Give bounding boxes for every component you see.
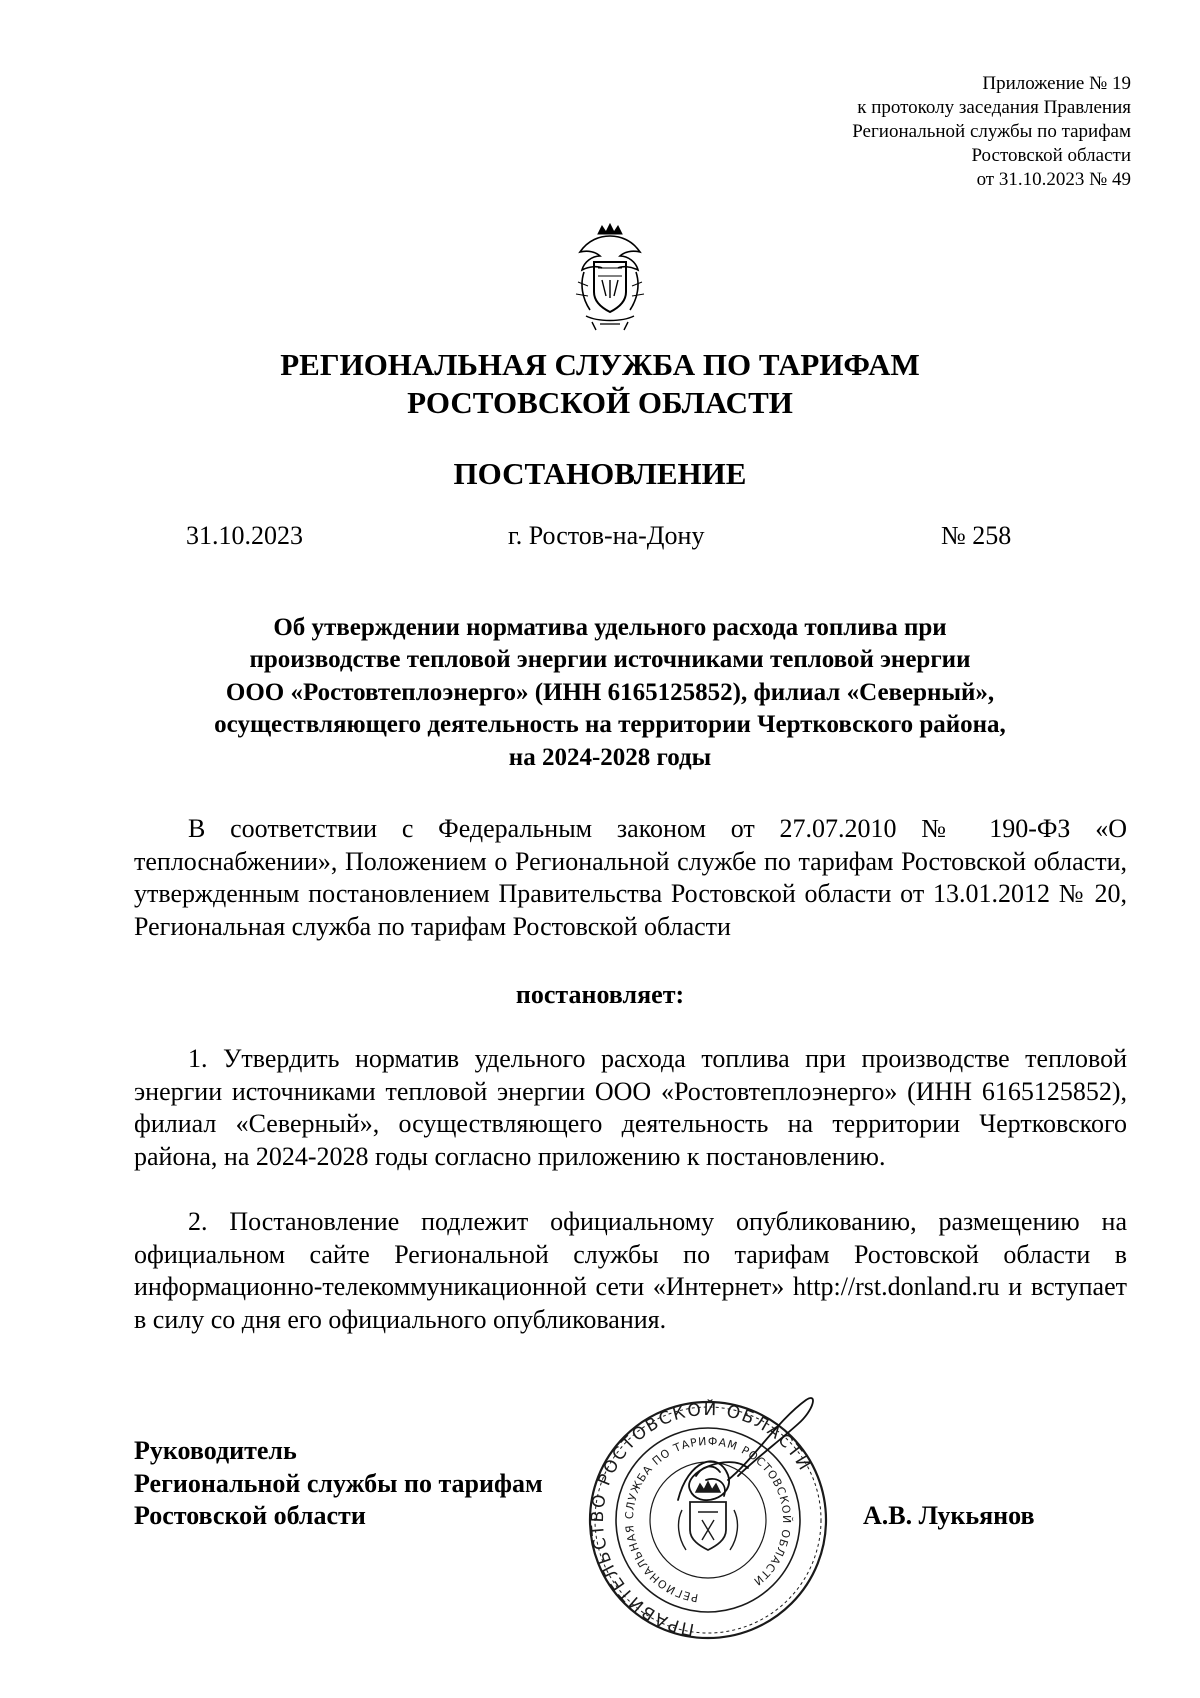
title-line: осуществляющего деятельность на территории Чертковского района, [214, 711, 1006, 739]
appendix-header [711, 72, 1131, 192]
signatory-position-line: Ростовской области [134, 1501, 366, 1530]
resolution-item-2: 2. Постановление подлежит официальному опубликованию, размещению на официальном сайте Региональной службы по тарифам Ростовской области в информационно-телекоммуникационной сети «Интернет» http://rst.donland.ru и вступает в силу со дня его официального опубликования. [134, 1207, 1127, 1334]
appendix-line: Ростовской области [971, 145, 1131, 166]
signatory-position [134, 1435, 543, 1533]
seal-inner-text: РЕГИОНАЛЬНАЯ СЛУЖБА ПО ТАРИФАМ РОСТОВСКОЙ ОБЛАСТИ [622, 1434, 794, 1605]
document-date: 31.10.2023 [186, 521, 303, 550]
appendix-line: Региональной службы по тарифам [852, 121, 1131, 142]
organization-line: РЕГИОНАЛЬНАЯ СЛУЖБА ПО ТАРИФАМ [280, 347, 920, 382]
organization-line: РОСТОВСКОЙ ОБЛАСТИ [407, 385, 793, 420]
title-line: ООО «Ростовтеплоэнерго» (ИНН 6165125852), филиал «Северный», [225, 678, 995, 706]
resolves-heading: постановляет: [515, 980, 685, 1009]
official-seal-icon [578, 1380, 838, 1650]
document-number: № 258 [941, 521, 1012, 550]
signatory-name: А.В. Лукьянов [863, 1501, 1035, 1530]
preamble-paragraph: В соответствии с Федеральным законом от 27.07.2010 № 190-ФЗ «О теплоснабжении», Положением о Региональной службе по тарифам Ростовской области, утвержденным постановлением Правительства Ростовской области от 13.01.2012 № 20, Региональная служба по тарифам Ростовской области [134, 814, 1127, 941]
signatory-position-line: Руководитель [134, 1436, 297, 1465]
appendix-line: к протоколу заседания Правления [857, 97, 1131, 118]
document-type: ПОСТАНОВЛЕНИЕ [453, 456, 747, 491]
title-line: производстве тепловой энергии источниками тепловой энергии [249, 646, 971, 674]
seal-outer-text: ПРАВИТЕЛЬСТВО РОСТОВСКОЙ ОБЛАСТИ [587, 1399, 816, 1640]
resolution-item-1: 1. Утвердить норматив удельного расхода топлива при производстве тепловой энергии источниками тепловой энергии ООО «Ростовтеплоэнерго» (ИНН 6165125852), филиал «Северный», осуществляющего деятельность на территории Чертковского района, на 2024-2028 годы согласно приложению к постановлению. [134, 1044, 1127, 1171]
signatory-position-line: Региональной службы по тарифам [134, 1468, 543, 1498]
appendix-line: от 31.10.2023 № 49 [976, 169, 1131, 190]
document-title [160, 612, 1060, 774]
svg-text:РЕГИОНАЛЬНАЯ СЛУЖБА ПО ТАРИФАМ [623, 1435, 793, 1605]
appendix-line: Приложение № 19 [982, 73, 1131, 94]
document-city: г. Ростов-на-Дону [508, 521, 705, 550]
title-line: на 2024-2028 годы [508, 743, 712, 771]
title-line: Об утверждении норматива удельного расхода топлива при [273, 614, 947, 641]
organization-name [0, 346, 1200, 422]
coat-of-arms-icon [570, 222, 650, 334]
